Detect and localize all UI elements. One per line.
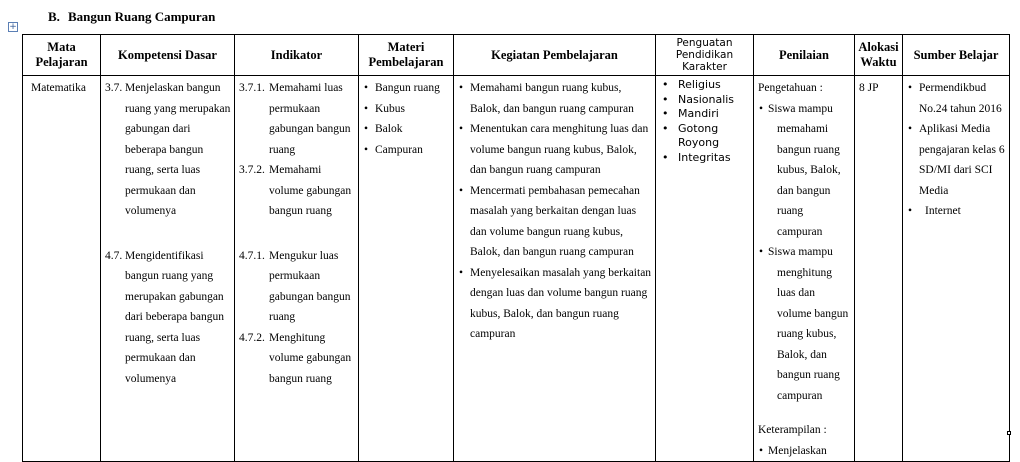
list-item: • Religius (660, 78, 750, 93)
list-item: • Aplikasi Media pengajaran kelas 6 SD/MI dari SCI Media (907, 119, 1006, 201)
table-header-row (23, 35, 1010, 76)
lesson-plan-table (22, 34, 1010, 462)
keterampilan-label: Keterampilan : (758, 424, 827, 436)
list-item: • Permendikbud No.24 tahun 2016 (907, 78, 1006, 119)
list-item: • Memahami bangun ruang kubus, Balok, dan bangun ruang campuran (458, 78, 652, 119)
list-item: • Siswa mampu memahami bangun ruang kubus, Balok, dan bangun ruang campuran (758, 99, 851, 243)
kompetensi-text: Mengidentifikasi bangun ruang yang merupakan gabungan dari beberapa bangun ruang, serta luas permukaan dan volumenya (125, 249, 224, 385)
list-item: • Mencermati pembahasan pemecahan masalah yang berkaitan dengan luas dan volume bangun ruang kubus, Balok, dan bangun ruang campuran (458, 181, 652, 263)
indikator-item (239, 246, 355, 328)
pengetahuan-list (758, 99, 851, 407)
header-indikator: Indikator (235, 35, 359, 76)
alokasi-value: 8 JP (859, 82, 879, 94)
move-anchor-icon[interactable]: + (9, 22, 17, 32)
indikator-item (239, 328, 355, 390)
cell-sumber (903, 76, 1010, 462)
list-item: • Mandiri (660, 107, 750, 122)
header-penguatan: Penguatan Pendidikan Karakter (656, 35, 754, 76)
header-alokasi: Alokasi Waktu (855, 35, 903, 76)
section-heading (48, 9, 215, 25)
indikator-text: Mengukur luas permukaan gabungan bangun ruang (269, 249, 351, 323)
cell-materi (359, 76, 454, 462)
cell-alokasi (855, 76, 903, 462)
indikator-number: 4.7.2. (239, 331, 265, 344)
indikator-text: Menghitung volume gabungan bangun ruang (269, 331, 352, 385)
kompetensi-item (105, 246, 231, 390)
list-item: • Balok (363, 119, 450, 140)
indikator-number: 3.7.2. (239, 164, 265, 176)
list-item: • Integritas (660, 151, 750, 166)
header-mata-pelajaran: Mata Pelajaran (23, 35, 101, 76)
kompetensi-text: Menjelaskan bangun ruang yang merupakan gabungan dari beberapa bangun ruang, serta luas permukaan dan volumenya (125, 82, 231, 217)
cell-penguatan (656, 76, 754, 462)
kompetensi-number: 3.7. (105, 82, 123, 94)
list-item: • Menjelaskan (758, 441, 851, 462)
table-resize-handle[interactable] (1007, 431, 1011, 435)
list-item: • Menentukan cara menghitung luas dan volume bangun ruang kubus, Balok, dan bangun ruang campuran (458, 119, 652, 181)
list-item: • Gotong Royong (660, 122, 750, 151)
list-item: • Bangun ruang (363, 78, 450, 99)
cell-penilaian (754, 76, 855, 462)
header-penilaian: Penilaian (754, 35, 855, 76)
table-row (23, 76, 1010, 462)
list-item: • Siswa mampu menghitung luas dan volume bangun ruang kubus, Balok, dan bangun ruang campuran (758, 242, 851, 406)
cell-mata-pelajaran (23, 76, 101, 462)
indikator-number: 4.7.1. (239, 249, 265, 262)
list-item: • Menyelesaikan masalah yang berkaitan dengan luas dan volume bangun ruang kubus, Balok, dan bangun ruang campuran (458, 263, 652, 345)
keterampilan-list (758, 441, 851, 462)
kegiatan-list (458, 78, 652, 345)
materi-list (363, 78, 450, 160)
pengetahuan-label: Pengetahuan : (758, 82, 823, 94)
list-item: • Kubus (363, 99, 450, 120)
cell-kompetensi (101, 76, 235, 462)
list-item: • Nasionalis (660, 93, 750, 108)
indikator-text: Memahami volume gabungan bangun ruang (269, 164, 352, 217)
header-kegiatan: Kegiatan Pembelajaran (454, 35, 656, 76)
kompetensi-number: 4.7. (105, 249, 123, 262)
cell-indikator (235, 76, 359, 462)
mata-pelajaran-value: Matematika (31, 82, 86, 94)
header-kompetensi-dasar: Kompetensi Dasar (101, 35, 235, 76)
cell-kegiatan (454, 76, 656, 462)
list-item: • Campuran (363, 140, 450, 161)
indikator-text: Memahami luas permukaan gabungan bangun ruang (269, 82, 351, 156)
header-materi: Materi Pembelajaran (359, 35, 454, 76)
section-number: B. (48, 9, 60, 24)
penguatan-list (660, 78, 750, 165)
indikator-item (239, 160, 355, 222)
indikator-number: 3.7.1. (239, 82, 265, 94)
kompetensi-item (105, 78, 231, 222)
header-sumber: Sumber Belajar (903, 35, 1010, 76)
section-title: Bangun Ruang Campuran (68, 9, 216, 24)
list-item: • Internet (907, 201, 1006, 222)
indikator-item (239, 78, 355, 160)
sumber-list (907, 78, 1006, 222)
